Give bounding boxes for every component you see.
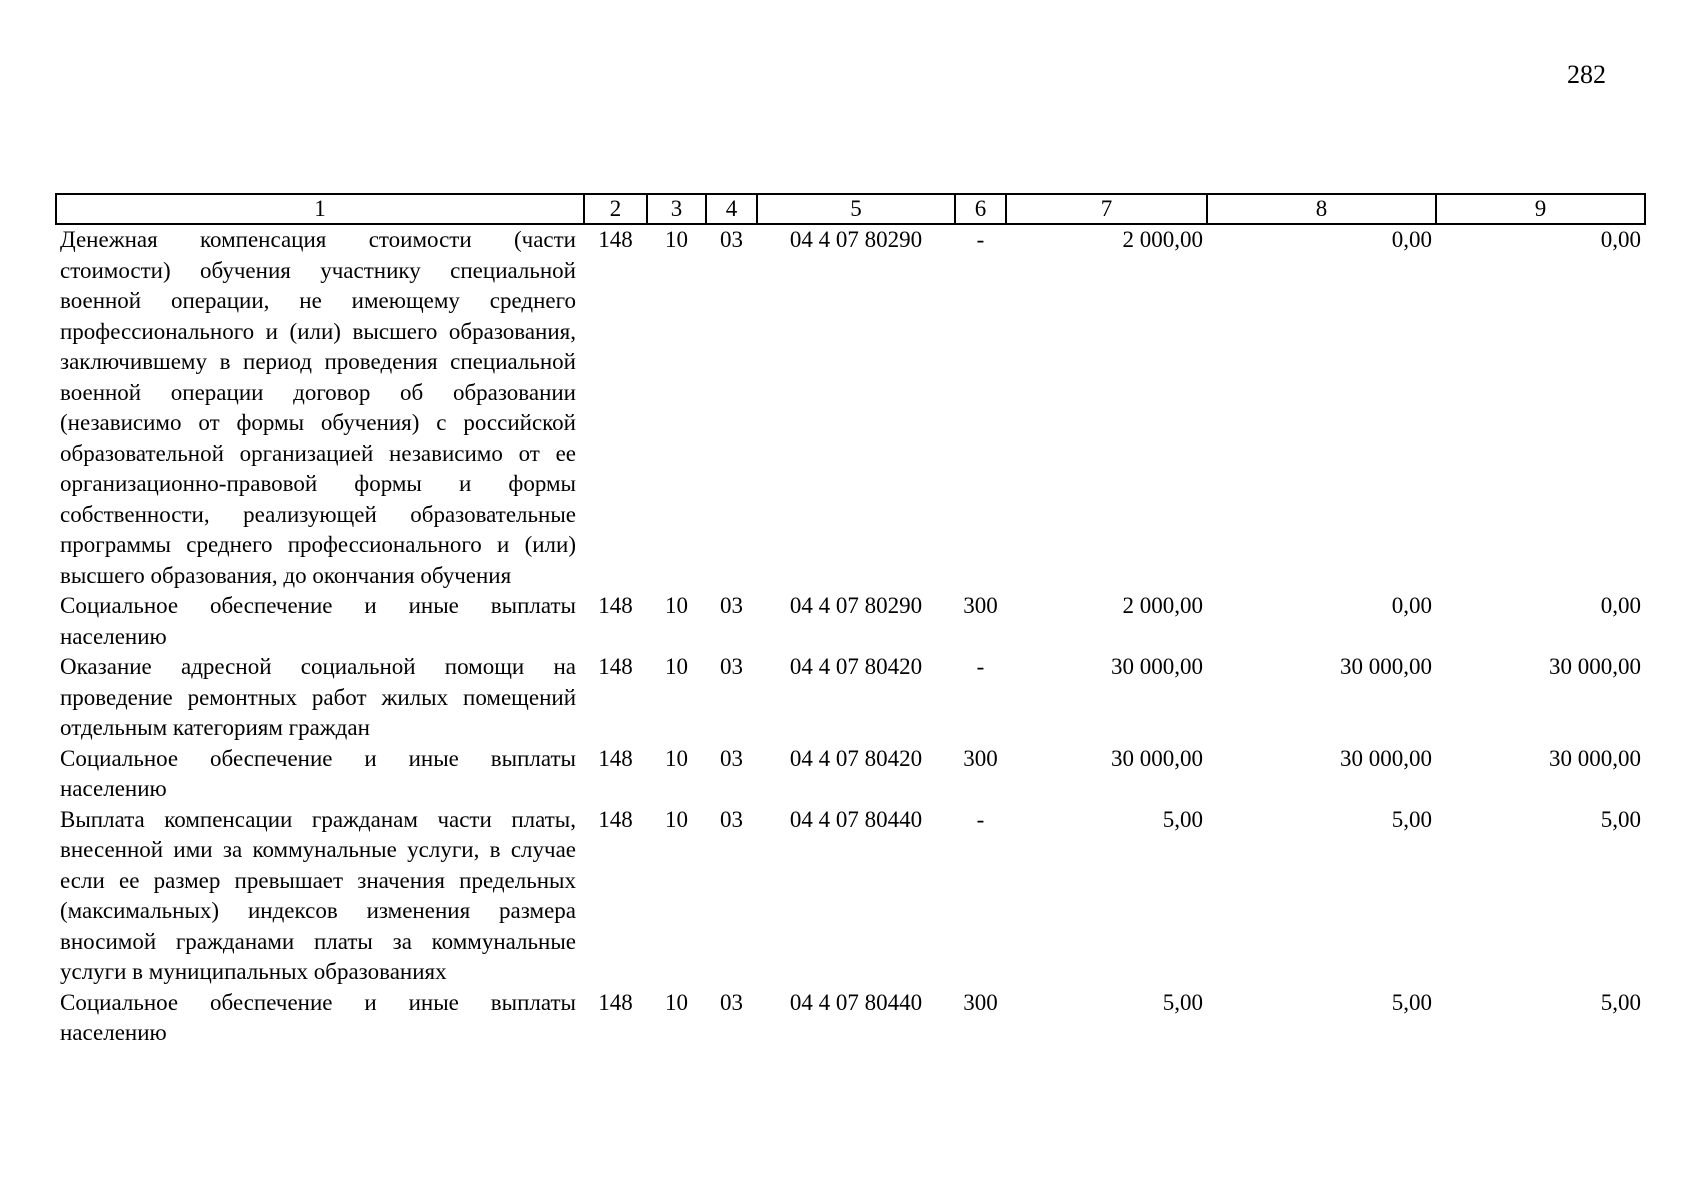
cell-col2: 148 bbox=[598, 806, 633, 832]
table-row bbox=[56, 744, 1645, 805]
cell-col4: 03 bbox=[720, 654, 743, 679]
table-row bbox=[56, 805, 1645, 988]
cell-col3: 10 bbox=[665, 989, 688, 1015]
cell-col7: 2 000,00 bbox=[1122, 227, 1203, 252]
cell-col6: - bbox=[976, 654, 985, 679]
page-number: 282 bbox=[1567, 60, 1606, 89]
cell-col8: 0,00 bbox=[1391, 227, 1432, 252]
cell-col8: 5,00 bbox=[1391, 806, 1432, 832]
cell-col2: 148 bbox=[598, 989, 633, 1015]
cell-col6: 300 bbox=[963, 745, 998, 771]
cell-col9: 5,00 bbox=[1600, 989, 1641, 1015]
table-row bbox=[56, 224, 1645, 591]
table-row bbox=[56, 652, 1645, 744]
cell-col5: 04 4 07 80440 bbox=[789, 989, 923, 1015]
cell-col9: 0,00 bbox=[1600, 593, 1641, 618]
header-cell: 5 bbox=[757, 194, 955, 224]
cell-col4: 03 bbox=[720, 806, 743, 832]
cell-col7: 30 000,00 bbox=[1111, 654, 1203, 679]
cell-col9: 30 000,00 bbox=[1549, 745, 1641, 771]
table-row bbox=[56, 988, 1645, 1049]
header-cell: 4 bbox=[706, 194, 757, 224]
cell-col9: 5,00 bbox=[1600, 806, 1641, 832]
budget-table-container bbox=[55, 193, 1644, 1049]
row-description: Выплата компенсации гражданам части платы, внесенной ими за коммунальные услуги, в случае если ее размер превышает значения предельных (максимальных) индексов изменения размера вносимой гражданами платы за коммунальные услуги в муниципальных образованиях bbox=[60, 806, 576, 984]
cell-col7: 30 000,00 bbox=[1111, 745, 1203, 771]
row-description: Социальное обеспечение и иные выплаты населению bbox=[60, 989, 576, 1045]
header-cell: 1 bbox=[56, 194, 584, 224]
header-cell: 6 bbox=[955, 194, 1006, 224]
cell-col2: 148 bbox=[598, 654, 633, 679]
header-cell: 2 bbox=[584, 194, 647, 224]
cell-col3: 10 bbox=[665, 227, 688, 252]
cell-col7: 5,00 bbox=[1162, 806, 1203, 832]
cell-col3: 10 bbox=[665, 745, 688, 771]
cell-col8: 5,00 bbox=[1391, 989, 1432, 1015]
cell-col9: 30 000,00 bbox=[1549, 654, 1641, 679]
header-cell: 9 bbox=[1436, 194, 1645, 224]
cell-col6: - bbox=[976, 806, 985, 832]
cell-col6: 300 bbox=[963, 989, 998, 1015]
cell-col3: 10 bbox=[665, 593, 688, 618]
cell-col6: 300 bbox=[963, 593, 998, 618]
cell-col2: 148 bbox=[598, 227, 633, 252]
cell-col2: 148 bbox=[598, 745, 633, 771]
cell-col7: 2 000,00 bbox=[1122, 593, 1203, 618]
cell-col5: 04 4 07 80420 bbox=[789, 745, 923, 771]
row-description: Оказание адресной социальной помощи на проведение ремонтных работ жилых помещений отдельным категориям граждан bbox=[60, 654, 576, 740]
header-cell: 3 bbox=[647, 194, 706, 224]
header-row bbox=[56, 194, 1645, 224]
cell-col5: 04 4 07 80290 bbox=[789, 593, 923, 618]
row-description: Денежная компенсация стоимости (части стоимости) обучения участнику специальной военной операции, не имеющему среднего профессионального и (или) высшего образования, заключившему в период проведения специальной военной операции договор об образовании (независимо от формы обучения) с российской образовательной организацией независимо от ее организационно-правовой формы и формы собственности, реализующей образовательные программы среднего профессионального и (или) высшего образования, до окончания обучения bbox=[60, 227, 576, 588]
table-row bbox=[56, 591, 1645, 652]
cell-col4: 03 bbox=[720, 745, 743, 771]
cell-col3: 10 bbox=[665, 654, 688, 679]
row-description: Социальное обеспечение и иные выплаты населению bbox=[60, 745, 576, 801]
cell-col8: 30 000,00 bbox=[1340, 654, 1432, 679]
cell-col4: 03 bbox=[720, 989, 743, 1015]
budget-table bbox=[55, 193, 1646, 1049]
cell-col4: 03 bbox=[720, 227, 743, 252]
header-cell: 8 bbox=[1207, 194, 1436, 224]
cell-col5: 04 4 07 80420 bbox=[789, 654, 923, 679]
cell-col8: 0,00 bbox=[1391, 593, 1432, 618]
cell-col2: 148 bbox=[598, 593, 633, 618]
cell-col7: 5,00 bbox=[1162, 989, 1203, 1015]
cell-col5: 04 4 07 80440 bbox=[789, 806, 923, 832]
cell-col8: 30 000,00 bbox=[1340, 745, 1432, 771]
row-description: Социальное обеспечение и иные выплаты населению bbox=[60, 593, 576, 649]
cell-col4: 03 bbox=[720, 593, 743, 618]
header-cell: 7 bbox=[1006, 194, 1207, 224]
cell-col5: 04 4 07 80290 bbox=[789, 227, 923, 252]
cell-col3: 10 bbox=[665, 806, 688, 832]
cell-col9: 0,00 bbox=[1600, 227, 1641, 252]
cell-col6: - bbox=[976, 227, 985, 252]
